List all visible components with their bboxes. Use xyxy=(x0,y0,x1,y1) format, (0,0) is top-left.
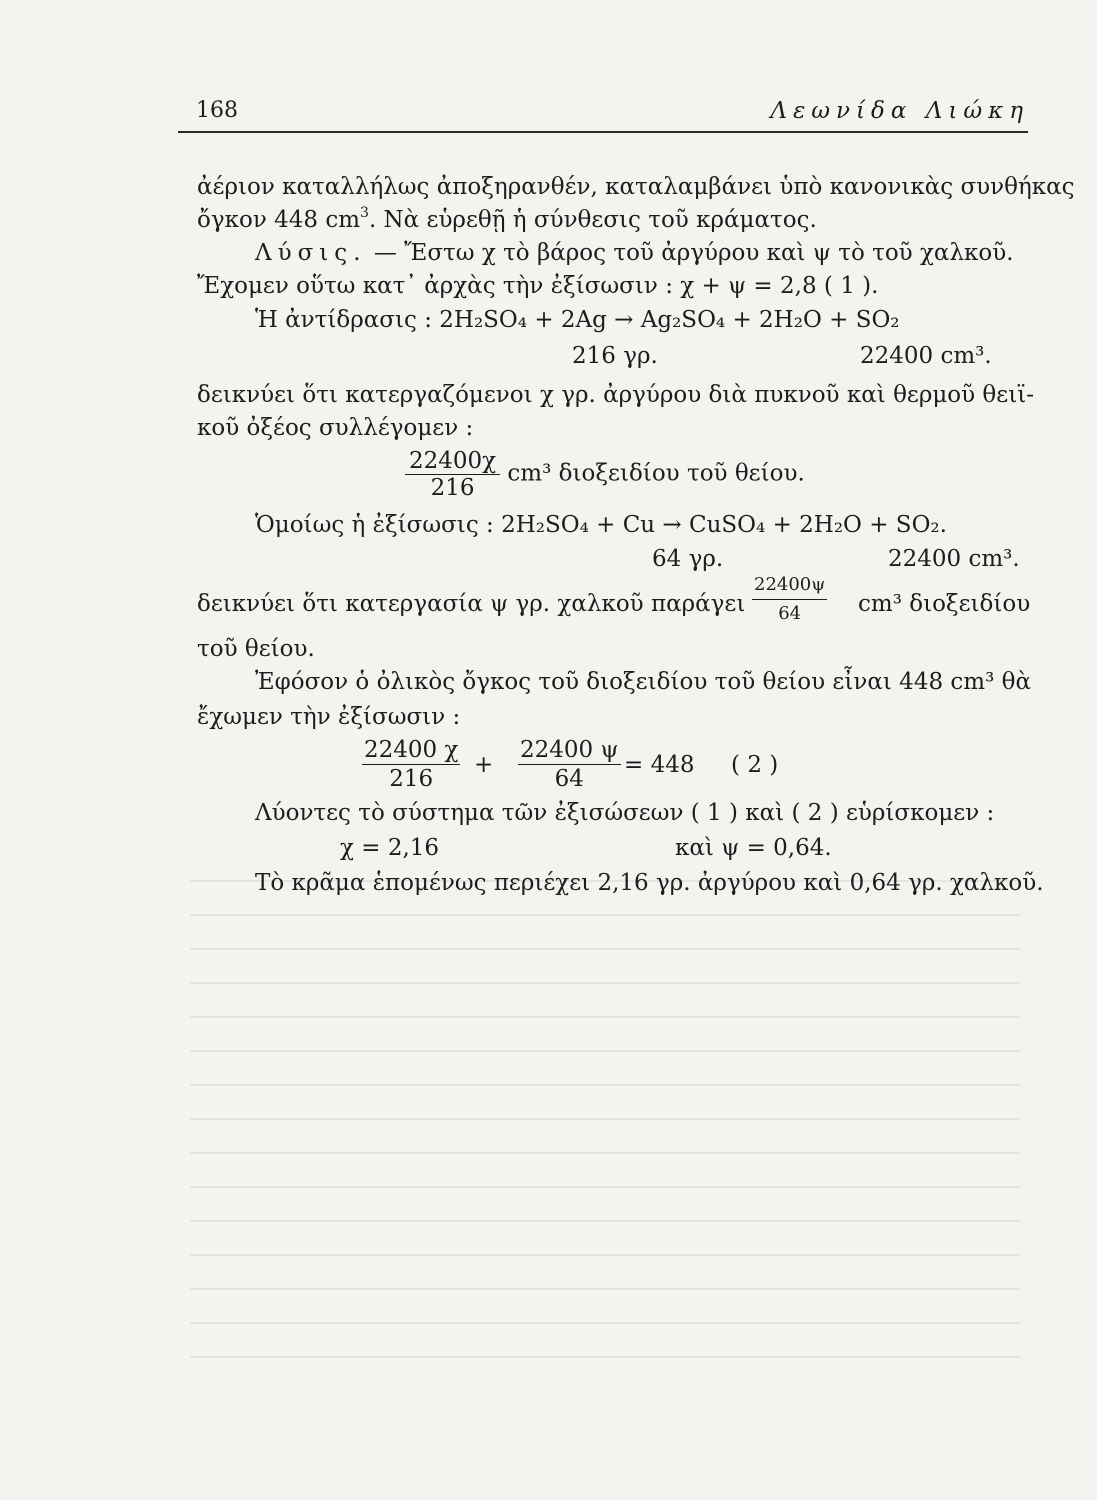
text-line: Τὸ κρᾶμα ἑπομένως περιέχει 2,16 γρ. ἀργύρου καὶ 0,64 γρ. χαλκοῦ. xyxy=(255,870,1044,896)
text-line: ἔχωμεν τὴν ἐξίσωσιν : xyxy=(197,704,461,730)
header-rule xyxy=(178,131,1028,133)
reaction-equation: Ἡ ἀντίδρασις : 2H₂SO₄ + 2Ag → Ag₂SO₄ + 2H₂O + SO₂ xyxy=(255,307,900,333)
text-line: Ἐφόσον ὁ ὀλικὸς ὄγκος τοῦ διοξειδίου τοῦ θείου εἶναι 448 cm³ θὰ xyxy=(255,669,1031,695)
text-line: Ἔχομεν οὕτω κατ᾽ ἀρχὰς τὴν ἐξίσωσιν : χ + ψ = 2,8 ( 1 ). xyxy=(197,273,879,299)
reaction-volume: 22400 cm³. xyxy=(860,343,992,369)
text-line: cm³ διοξειδίου xyxy=(858,591,1031,617)
bleed-through-texture xyxy=(190,880,1020,1380)
reaction-equation: Ὁμοίως ἡ ἐξίσωσις : 2H₂SO₄ + Cu → CuSO₄ + 2H₂O + SO₂. xyxy=(255,512,947,538)
fraction-line: $\frac{22400\chi}{216}$ cm³ διοξειδίου τοῦ θείου. xyxy=(405,448,805,501)
reaction-mass: 64 γρ. xyxy=(652,546,724,572)
running-header-author: Λεωνίδα Λιώκη xyxy=(770,98,1029,124)
text-line: δεικνύει ὅτι κατεργαζόμενοι χ γρ. ἀργύρου διὰ πυκνοῦ καὶ θερμοῦ θειϊ- xyxy=(197,382,1035,408)
reaction-mass: 216 γρ. xyxy=(572,343,658,369)
equation-rhs: = 448 ( 2 ) xyxy=(624,752,779,778)
equation-plus: + xyxy=(474,752,494,778)
text-line: κοῦ ὀξέος συλλέγομεν : xyxy=(197,415,474,441)
solution-x: χ = 2,16 xyxy=(340,835,440,861)
reaction-volume: 22400 cm³. xyxy=(888,546,1020,572)
fraction: $\frac{22400\chi}{216}$ xyxy=(405,448,500,501)
equation-fraction: $\frac{22400 \chi}{216}$ xyxy=(364,737,459,792)
text-line: τοῦ θείου. xyxy=(197,636,315,662)
page-number: 168 xyxy=(196,98,238,123)
solution-heading-line: Λύσις. — Ἔστω χ τὸ βάρος τοῦ ἀργύρου καὶ ψ τὸ τοῦ χαλκοῦ. xyxy=(255,240,1014,266)
text-line: ὄγκον 448 $cm^3$. Νὰ εὑρεθῇ ἡ σύνθεσις τοῦ κράματος. xyxy=(197,205,817,233)
equation-fraction: $\frac{22400 \psi}{64}$ xyxy=(520,737,619,792)
text-line: ἀέριον καταλλήλως ἀποξηρανθέν, καταλαμβάνει ὑπὸ κανονικὰς συνθήκας xyxy=(197,174,1075,200)
text-line: δεικνύει ὅτι κατεργασία ψ γρ. χαλκοῦ παράγει xyxy=(197,591,746,617)
text-line: Λύοντες τὸ σύστημα τῶν ἐξισώσεων ( 1 ) καὶ ( 2 ) εὑρίσκομεν : xyxy=(255,800,995,826)
fraction: $\frac{22400\psi}{64}$ xyxy=(752,571,827,628)
solution-y: καὶ ψ = 0,64. xyxy=(675,835,832,861)
